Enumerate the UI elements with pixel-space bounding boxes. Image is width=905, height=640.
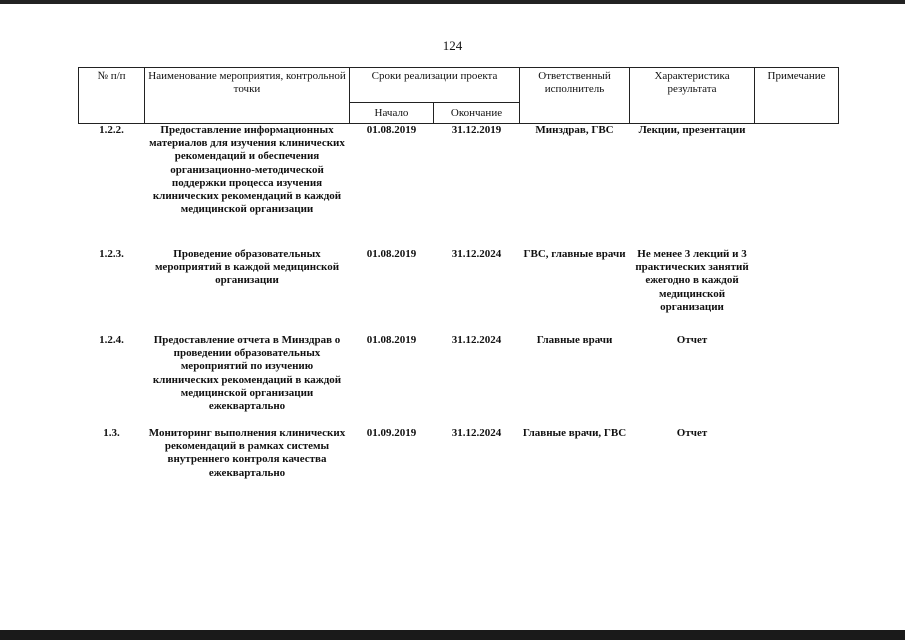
header-note: Примечание (755, 68, 839, 124)
scan-edge-bottom (0, 630, 905, 640)
row-name: Предоставление информационных материалов для изучения клинических рекомендаций и обеспечения организационно-методической поддержки процесса изучения клинических рекомендаций в каждой медицинской организации (145, 124, 350, 249)
row-responsible: Главные врачи, ГВС (522, 427, 627, 439)
header-row (79, 68, 839, 103)
table-row (79, 427, 839, 483)
row-end: 31.12.2024 (451, 248, 502, 260)
row-num: 1.3. (103, 427, 120, 439)
header-start: Начало (350, 103, 434, 124)
row-result: Лекции, презентации (630, 124, 755, 249)
scan-edge-top (0, 0, 905, 4)
header-end: Окончание (434, 103, 520, 124)
row-name: Предоставление отчета в Минздрав о проведении образовательных мероприятий по изучению клинических рекомендаций в каждой медицинской организации ежеквартально (152, 334, 342, 413)
row-result: Не менее 3 лекций и 3 практических занятий ежегодно в каждой медицинской организации (635, 248, 749, 313)
table-row (79, 248, 839, 334)
row-note (755, 124, 839, 249)
header-responsible: Ответственный исполнитель (520, 68, 630, 124)
row-note (755, 427, 839, 483)
row-name: Мониторинг выполнения клинических рекомендаций в рамках системы внутреннего контроля качества ежеквартально (148, 427, 346, 479)
table-row (79, 124, 839, 249)
header-name: Наименование мероприятия, контрольной точки (145, 68, 350, 124)
row-start: 01.08.2019 (366, 248, 417, 260)
header-num: № п/п (79, 68, 145, 124)
row-num: 1.2.2. (79, 124, 145, 249)
row-end: 31.12.2019 (434, 124, 520, 249)
header-result: Характеристика результата (630, 68, 755, 124)
row-note (755, 334, 839, 427)
row-responsible: ГВС, главные врачи (523, 248, 626, 260)
row-num: 1.2.3. (99, 248, 124, 260)
row-name: Проведение образовательных мероприятий в каждой медицинской организации (154, 248, 340, 287)
project-schedule-table (78, 67, 839, 483)
table-row (79, 334, 839, 427)
row-result: Отчет (676, 427, 708, 439)
header-period: Сроки реализации проекта (350, 68, 520, 103)
row-start: 01.08.2019 (350, 124, 434, 249)
row-start: 01.08.2019 (366, 334, 417, 346)
row-note (755, 248, 839, 334)
row-end: 31.12.2024 (451, 427, 502, 439)
row-result: Отчет (676, 334, 708, 346)
row-responsible: Главные врачи (536, 334, 613, 346)
row-num: 1.2.4. (99, 334, 124, 346)
row-responsible: Минздрав, ГВС (520, 124, 630, 249)
page-number: 124 (442, 38, 463, 53)
row-end: 31.12.2024 (451, 334, 502, 346)
row-start: 01.09.2019 (366, 427, 417, 439)
